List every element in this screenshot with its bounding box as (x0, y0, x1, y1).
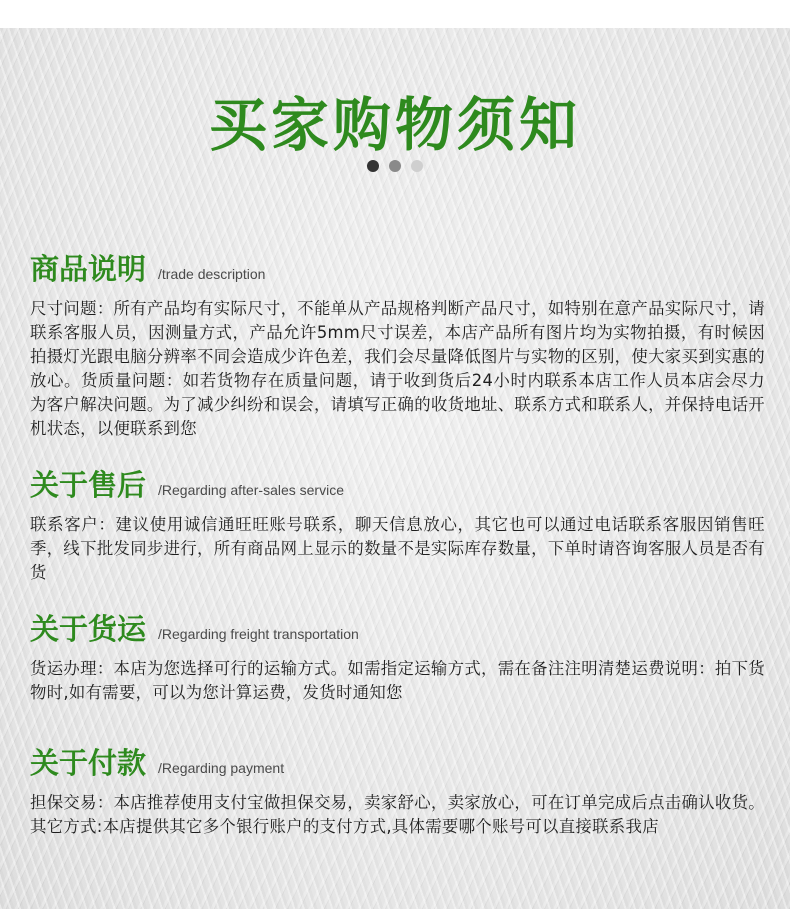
page-title: 买家购物须知 (208, 91, 581, 159)
carousel-dot-3[interactable] (411, 160, 423, 172)
section-header (30, 247, 765, 285)
carousel-dot-2[interactable] (389, 160, 401, 172)
section-subtitle: /Regarding payment (158, 760, 285, 776)
section-header (30, 607, 765, 645)
carousel-dot-1[interactable] (367, 160, 379, 172)
section-title: 关于货运 (30, 612, 147, 646)
section-subtitle: /Regarding freight transportation (158, 626, 359, 642)
section-subtitle: /trade description (158, 266, 266, 282)
section-payment (30, 741, 765, 839)
section-body: 尺寸问题：所有产品均有实际尺寸，不能单从产品规格判断产品尺寸，如特别在意产品实际尺寸，请联系客服人员，因测量方式，产品允许5mm尺寸误差，本店产品所有图片均为实物拍摄，有时候因拍摄灯光跟电脑分辨率不同会造成少许色差，我们会尽量降低图片与实物的区别，使大家买到实惠的放心。货质量问题：如若货物存在质量问题，请于收到货后24小时内联系本店工作人员本店会尽力为客户解决问题。为了减少纠纷和误会，请填写正确的收货地址、联系方式和联系人，并保持电话开机状态，以便联系到您 (30, 299, 765, 438)
section-title: 关于售后 (30, 468, 147, 502)
section-trade-description (30, 247, 765, 441)
section-subtitle: /Regarding after-sales service (158, 482, 344, 498)
section-body: 货运办理：本店为您选择可行的运输方式。如需指定运输方式，需在备注注明清楚运费说明：拍下货物时,如有需要，可以为您计算运费，发货时通知您 (30, 659, 765, 702)
carousel-indicator (0, 160, 790, 172)
section-header (30, 463, 765, 501)
section-after-sales (30, 463, 765, 585)
section-freight (30, 607, 765, 705)
section-header (30, 741, 765, 779)
section-title: 商品说明 (30, 252, 147, 286)
section-body: 联系客户：建议使用诚信通旺旺账号联系，聊天信息放心，其它也可以通过电话联系客服因销售旺季，线下批发同步进行，所有商品网上显示的数量不是实际库存数量，下单时请咨询客服人员是否有货 (30, 515, 765, 582)
section-body: 担保交易：本店推荐使用支付宝做担保交易，卖家舒心，卖家放心，可在订单完成后点击确认收货。其它方式:本店提供其它多个银行账户的支付方式,具体需要哪个账号可以直接联系我店 (30, 793, 765, 836)
section-title: 关于付款 (30, 746, 147, 780)
